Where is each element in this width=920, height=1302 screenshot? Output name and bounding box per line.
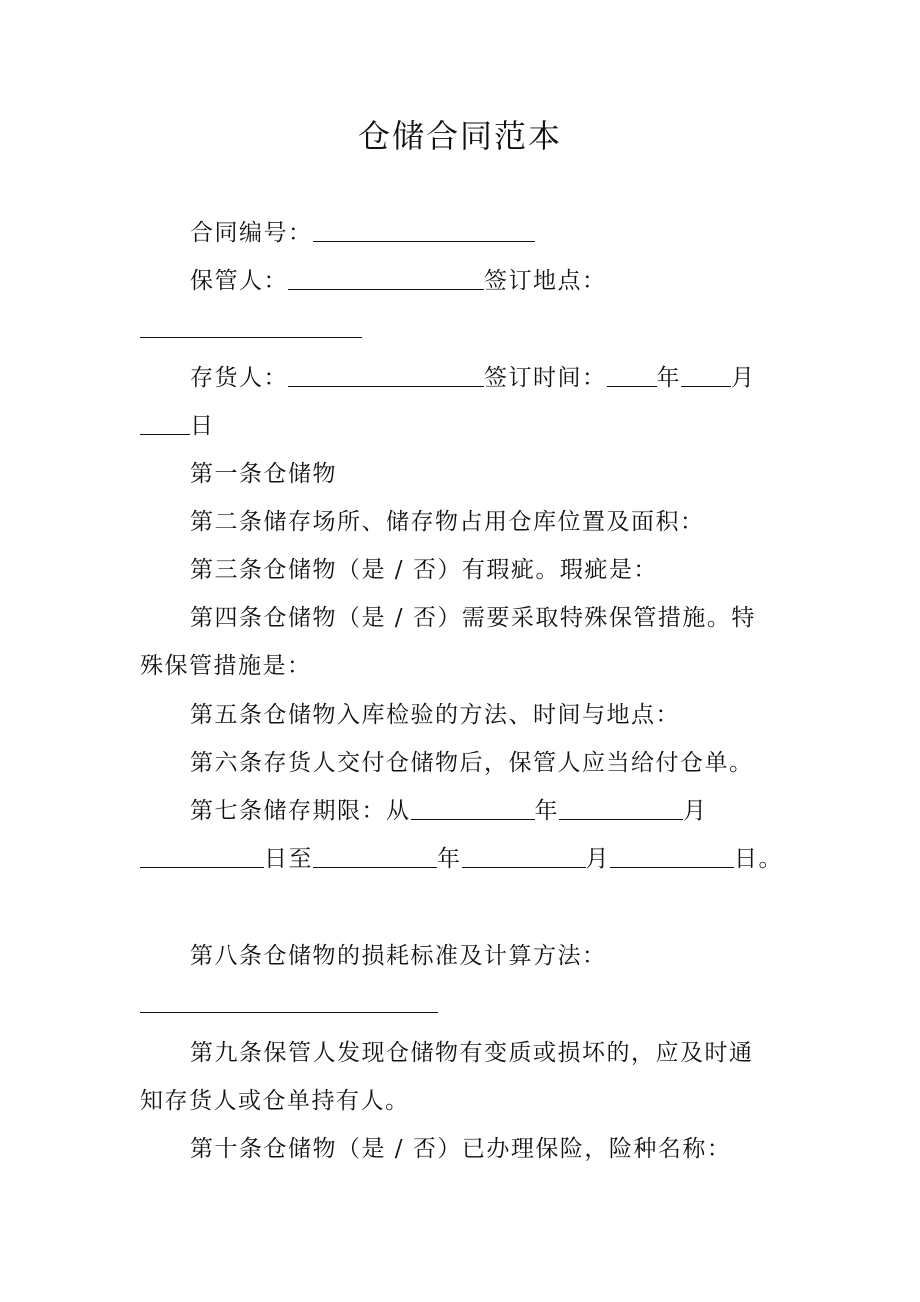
sign-place-blank[interactable]	[140, 313, 362, 338]
document-title: 仓储合同范本	[357, 117, 562, 155]
sign-day-label: 日	[190, 413, 215, 439]
depositor-blank[interactable]	[288, 362, 484, 387]
loss-standard-blank[interactable]	[140, 988, 438, 1013]
article-9-line-1: 第九条保管人发现仓储物有变质或损坏的，应及时通	[190, 1040, 754, 1066]
storage-start-year-label: 年	[534, 798, 559, 824]
article-3: 第三条仓储物（是 / 否）有瑕疵。瑕疵是：	[190, 557, 658, 583]
sign-time-label: 签订时间：	[484, 365, 607, 391]
storage-day-to-label: 日至	[264, 846, 313, 872]
contract-number-label: 合同编号：	[190, 220, 313, 246]
article-7-prefix: 第七条储存期限：从	[190, 798, 411, 824]
storage-start-day-blank[interactable]	[140, 843, 264, 868]
article-8-blank-line	[140, 986, 780, 1022]
sign-place-line	[140, 311, 780, 347]
storage-start-year-blank[interactable]	[411, 795, 535, 820]
article-4-line-2: 殊保管措施是：	[140, 653, 312, 679]
depositor-label: 存货人：	[190, 365, 288, 391]
article-2: 第二条储存场所、储存物占用仓库位置及面积：	[190, 509, 705, 535]
article-8: 第八条仓储物的损耗标准及计算方法：	[190, 943, 607, 969]
article-9-line-2: 知存货人或仓单持有人。	[140, 1088, 410, 1114]
sign-month-label: 月	[731, 365, 756, 391]
depositor-line	[140, 360, 830, 396]
keeper-line	[140, 263, 830, 299]
sign-month-blank[interactable]	[681, 362, 731, 387]
storage-end-month-blank[interactable]	[462, 843, 586, 868]
keeper-blank[interactable]	[288, 265, 484, 290]
contract-number-blank[interactable]	[313, 217, 535, 242]
storage-start-month-blank[interactable]	[559, 795, 683, 820]
sign-year-label: 年	[656, 365, 681, 391]
article-6: 第六条存货人交付仓储物后，保管人应当给付仓单。	[190, 750, 754, 776]
article-10: 第十条仓储物（是 / 否）已办理保险，险种名称：	[190, 1136, 732, 1162]
storage-end-month-label: 月	[585, 846, 610, 872]
storage-end-year-label: 年	[437, 846, 462, 872]
article-7-line-1	[140, 793, 830, 829]
article-5: 第五条仓储物入库检验的方法、时间与地点：	[190, 702, 680, 728]
keeper-label: 保管人：	[190, 268, 288, 294]
sign-place-label: 签订地点：	[484, 268, 607, 294]
storage-start-month-label: 月	[683, 798, 708, 824]
sign-year-blank[interactable]	[607, 362, 657, 387]
storage-end-day-blank[interactable]	[610, 843, 734, 868]
storage-end-day-label: 日。	[734, 846, 783, 872]
sign-day-blank[interactable]	[140, 410, 190, 435]
article-7-line-2	[140, 841, 783, 877]
article-4-line-1: 第四条仓储物（是 / 否）需要采取特殊保管措施。特	[190, 605, 756, 631]
contract-number-line	[140, 215, 830, 251]
sign-day-line	[140, 408, 780, 444]
storage-end-year-blank[interactable]	[313, 843, 437, 868]
article-1: 第一条仓储物	[190, 461, 337, 487]
